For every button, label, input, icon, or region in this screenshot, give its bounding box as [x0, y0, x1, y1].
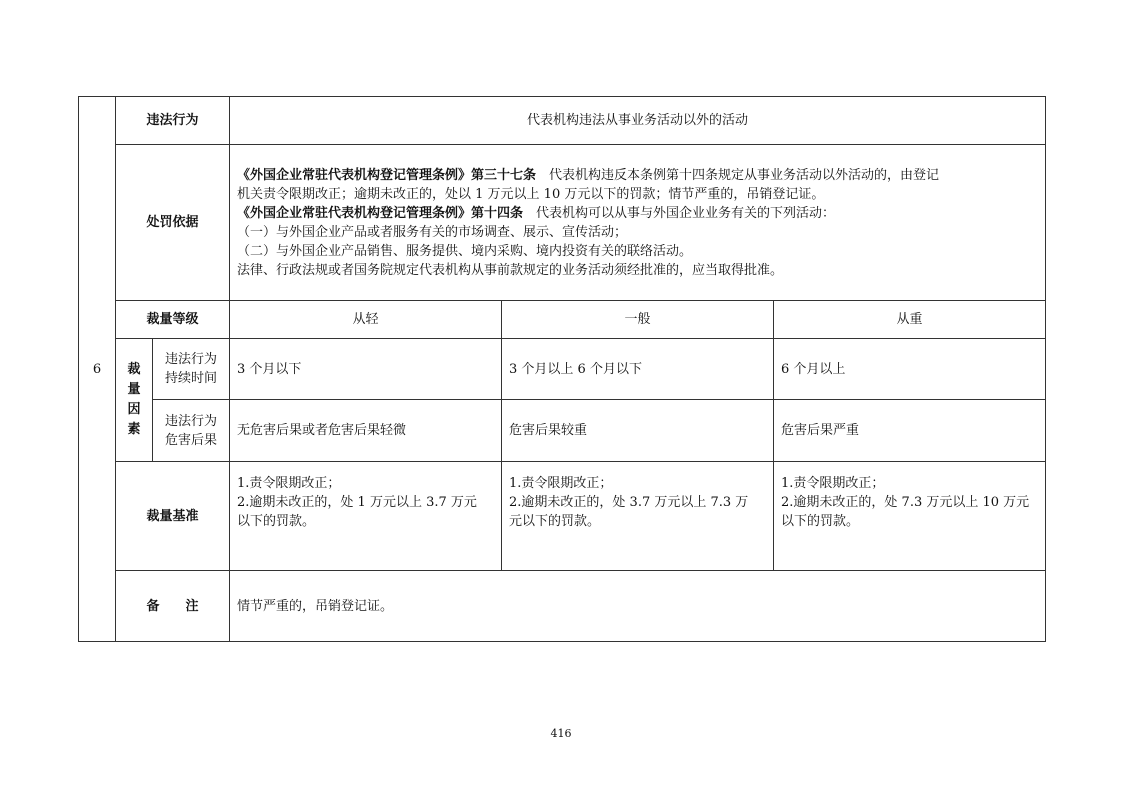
remark-label: 备 注 — [116, 571, 230, 642]
criteria-row — [79, 462, 1046, 571]
harm-label-line: 危害后果 — [165, 432, 218, 448]
basis-line — [237, 185, 1040, 204]
duration-general: 3 个月以上 6 个月以下 — [502, 339, 774, 400]
row-number-cell — [79, 97, 116, 642]
harm-row — [79, 400, 1046, 462]
basis-line — [237, 242, 1040, 261]
criteria-label: 裁量基准 — [116, 462, 230, 571]
basis-line-text: （一）与外国企业产品或者服务有关的市场调查、展示、宣传活动； — [237, 224, 628, 240]
basis-line-bold: 《外国企业常驻代表机构登记管理条例》第三十七条 — [237, 167, 537, 183]
criteria-line: 以下的罚款。 — [237, 514, 316, 529]
remark-row — [79, 571, 1046, 642]
basis-line-text: 机关责令限期改正；逾期未改正的，处以 1 万元以上 10 万元以下的罚款；情节严重的，吊销登记证。 — [237, 186, 825, 202]
harm-label-line: 违法行为 — [165, 413, 218, 429]
factors-label-char: 素 — [127, 422, 141, 437]
grade-row — [79, 301, 1046, 339]
grade-heavy: 从重 — [774, 301, 1046, 339]
violation-text: 代表机构违法从事业务活动以外的活动 — [230, 97, 1046, 145]
factors-label-char: 量 — [127, 382, 141, 397]
page-number: 416 — [550, 727, 572, 740]
criteria-line: 以下的罚款。 — [781, 514, 860, 529]
basis-label: 处罚依据 — [116, 145, 230, 301]
basis-line-text: 代表机构违反本条例第十四条规定从事业务活动以外活动的，由登记 — [536, 167, 940, 183]
duration-label — [153, 339, 230, 400]
basis-line — [237, 261, 1040, 280]
criteria-line: 2.逾期未改正的，处 7.3 万元以上 10 万元 — [781, 495, 1030, 510]
violation-label: 违法行为 — [116, 97, 230, 145]
duration-label-line: 违法行为 — [165, 352, 218, 367]
penalty-discretion-table — [78, 96, 1046, 642]
duration-label-line: 持续时间 — [165, 371, 218, 386]
factors-label-char: 裁 — [127, 362, 141, 377]
grade-label: 裁量等级 — [116, 301, 230, 339]
harm-heavy: 危害后果严重 — [774, 400, 1046, 462]
row-number: 6 — [92, 361, 102, 377]
harm-light: 无危害后果或者危害后果轻微 — [230, 400, 502, 462]
criteria-general — [502, 462, 774, 571]
harm-general: 危害后果较重 — [502, 400, 774, 462]
criteria-line: 2.逾期未改正的，处 3.7 万元以上 7.3 万 — [509, 495, 749, 510]
duration-heavy: 6 个月以上 — [774, 339, 1046, 400]
duration-light: 3 个月以下 — [230, 339, 502, 400]
basis-line-bold: 《外国企业常驻代表机构登记管理条例》第十四条 — [237, 205, 524, 221]
criteria-line: 1.责令限期改正； — [237, 476, 341, 491]
factors-label — [116, 339, 153, 462]
basis-line-text: 法律、行政法规或者国务院规定代表机构从事前款规定的业务活动须经批准的，应当取得批准。 — [237, 262, 784, 278]
criteria-line: 1.责令限期改正； — [781, 476, 885, 491]
criteria-line: 元以下的罚款。 — [509, 514, 601, 529]
criteria-line: 2.逾期未改正的，处 1 万元以上 3.7 万元 — [237, 495, 477, 510]
remark-text: 情节严重的，吊销登记证。 — [230, 571, 1046, 642]
basis-line — [237, 223, 1040, 242]
criteria-light — [230, 462, 502, 571]
basis-content — [230, 145, 1046, 301]
criteria-line: 1.责令限期改正； — [509, 476, 613, 491]
basis-line — [237, 166, 1040, 185]
basis-line-text: 代表机构可以从事与外国企业业务有关的下列活动： — [523, 205, 836, 221]
basis-line-text: （二）与外国企业产品销售、服务提供、境内采购、境内投资有关的联络活动。 — [237, 243, 693, 259]
basis-row — [79, 145, 1046, 301]
grade-general: 一般 — [502, 301, 774, 339]
criteria-heavy — [774, 462, 1046, 571]
violation-row — [79, 97, 1046, 145]
harm-label — [153, 400, 230, 462]
grade-light: 从轻 — [230, 301, 502, 339]
basis-line — [237, 204, 1040, 223]
factors-label-char: 因 — [127, 402, 141, 417]
duration-row — [79, 339, 1046, 400]
